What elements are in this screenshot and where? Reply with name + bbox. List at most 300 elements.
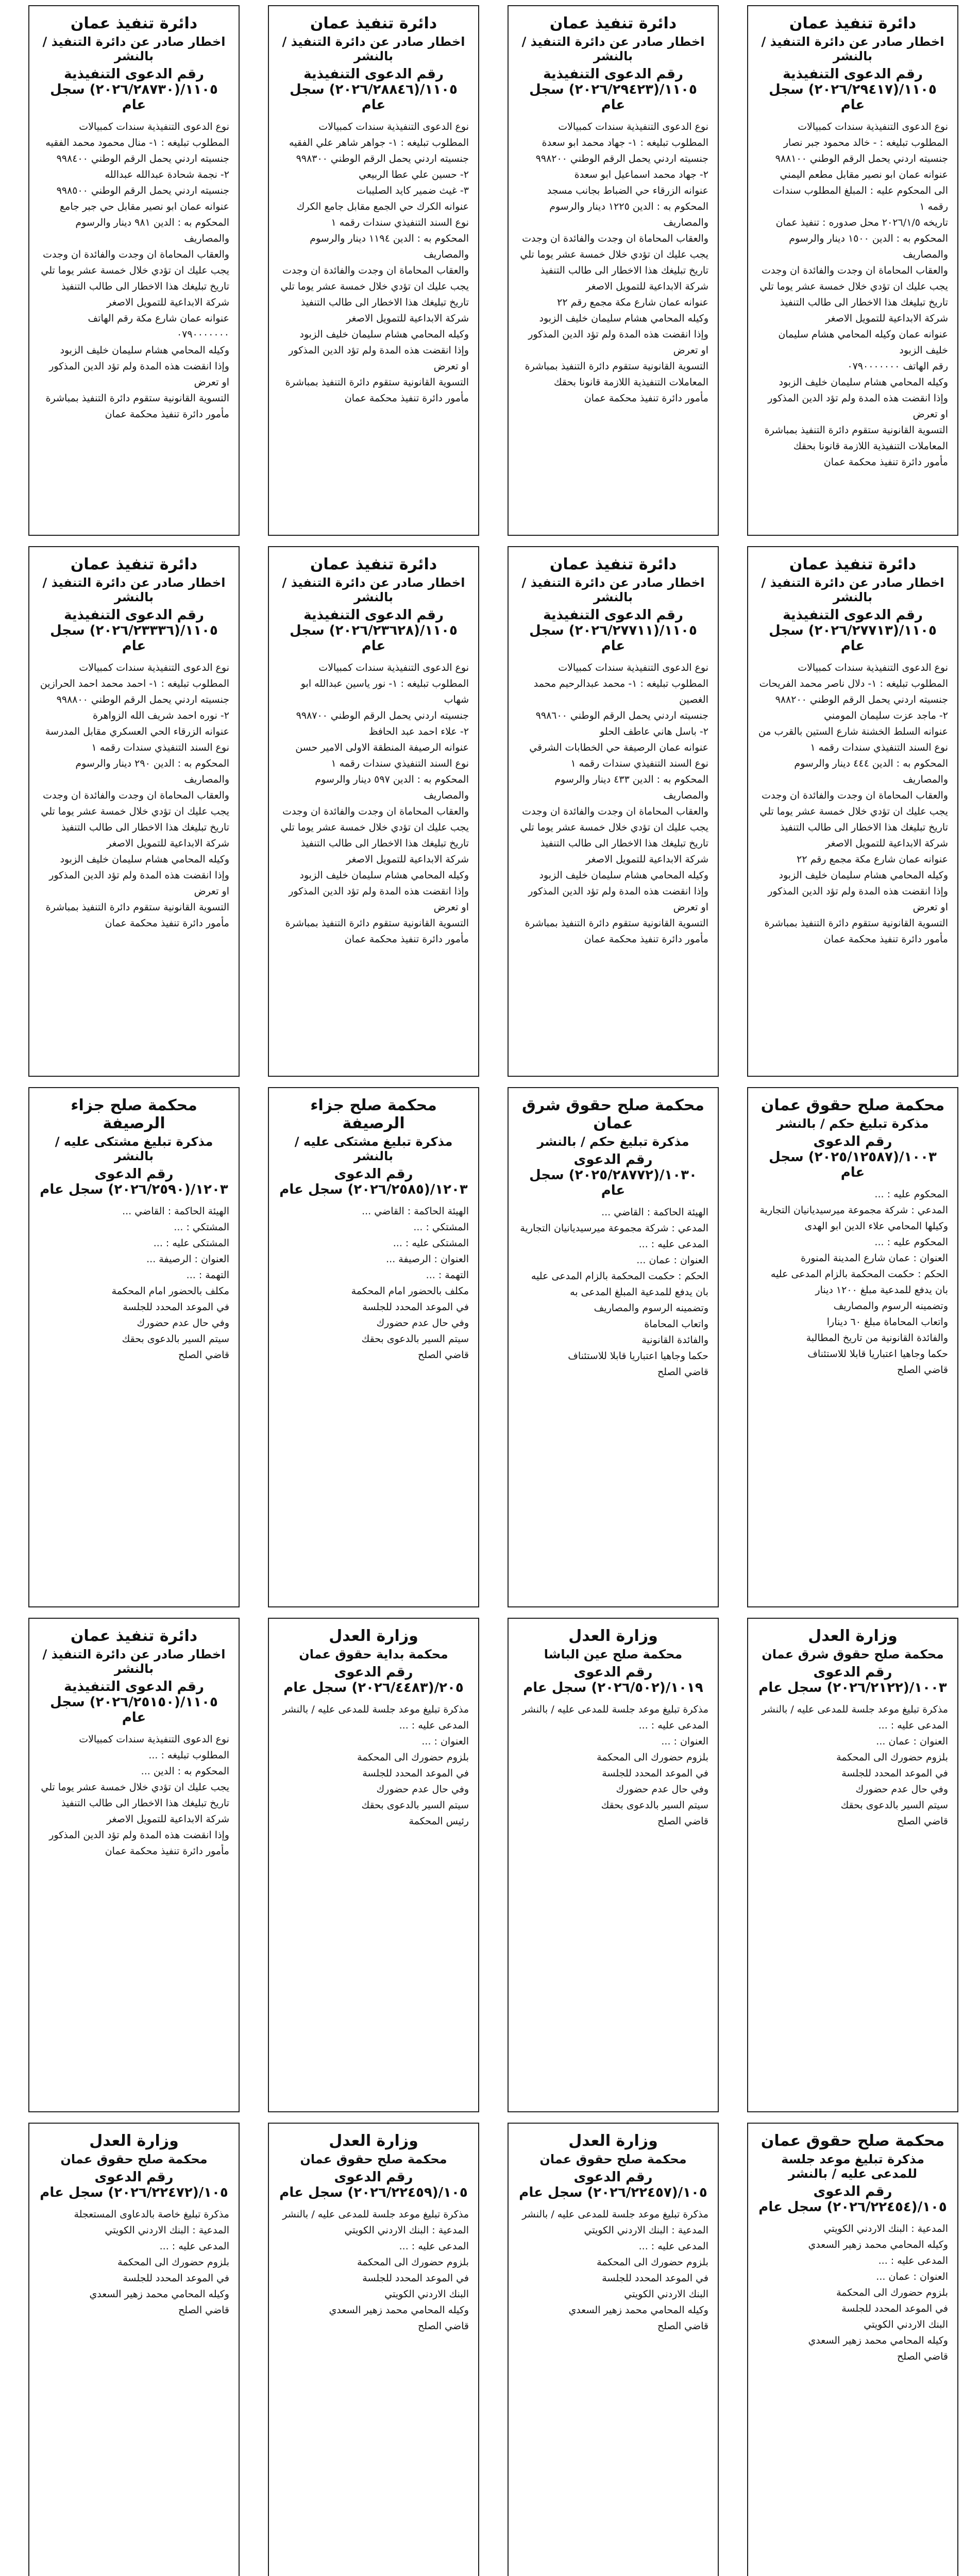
notice-text-line: مأمور دائرة تنفيذ محكمة عمان bbox=[344, 393, 469, 404]
notice-text-line: وتضمينه الرسوم والمصاريف bbox=[594, 1302, 708, 1314]
notice-text-line: مأمور دائرة تنفيذ محكمة عمان bbox=[105, 409, 229, 420]
notice-text-line: بلزوم حضورك الى المحكمة bbox=[836, 1752, 948, 1763]
notice-text-line: شركة الابداعية للتمويل الاصغر bbox=[107, 838, 229, 849]
notice-text-line: مأمور دائرة تنفيذ محكمة عمان bbox=[584, 934, 708, 945]
notice-box bbox=[747, 1618, 958, 2112]
notice-text-line: التسوية القانونية ستقوم دائرة التنفيذ بمباشرة bbox=[525, 361, 708, 372]
notice-text-line: شركة الابداعية للتمويل الاصغر bbox=[346, 854, 469, 865]
notice-subheading: اخطار صادر عن دائرة التنفيذ / بالنشر bbox=[761, 35, 944, 63]
notice-text-line: وفي حال عدم حضورك bbox=[376, 1784, 469, 1795]
notice-text-line: قاضي الصلح bbox=[897, 1816, 948, 1827]
notice-heading: دائرة تنفيذ عمان bbox=[789, 14, 917, 32]
notice-text-line: في الموعد المحدد للجلسة bbox=[123, 1301, 229, 1313]
case-number: رقم الدعوى التنفيذية ١١٠٥/(٢٠٢٦/٢٥١٥٠) سجل عام bbox=[50, 1679, 218, 1725]
notice-text-line: ٣- غيث ضمير كايد الصليبات bbox=[357, 185, 469, 196]
notice-box bbox=[28, 546, 240, 1077]
notice-text-line: نوع الدعوى التنفيذية سندات كمبيالات bbox=[558, 121, 708, 132]
notice-text-line: ٢- جهاد محمد اسماعيل ابو سعدة bbox=[574, 169, 708, 180]
notice-text-line: المدعية : البنك الاردني الكويتي bbox=[105, 2225, 229, 2236]
notice-text-line: مأمور دائرة تنفيذ محكمة عمان bbox=[823, 934, 948, 945]
notice-text-line: وتضمينه الرسوم والمصاريف bbox=[833, 1300, 948, 1312]
notice-box bbox=[268, 1618, 479, 2112]
notice-text-line: ٢- نجمة شحادة عبدالله عبدالله bbox=[105, 169, 229, 180]
notice-text-line: وإذا انقضت هذه المدة ولم تؤد الدين المذكور bbox=[49, 1829, 229, 1841]
notice-text-line: مذكرة تبليغ موعد جلسة للمدعى عليه / بالنشر bbox=[522, 1704, 708, 1715]
notice-text-line: المدعى عليه : ... bbox=[399, 2241, 469, 2252]
notice-text-line: بلزوم حضورك الى المحكمة bbox=[117, 2257, 229, 2268]
notice-heading: وزارة العدل bbox=[808, 1627, 898, 1645]
notice-text-line: التسوية القانونية ستقوم دائرة التنفيذ بمباشرة bbox=[764, 918, 948, 929]
notice-heading: وزارة العدل bbox=[568, 1627, 658, 1645]
notice-text-line: نوع الدعوى التنفيذية سندات كمبيالات bbox=[318, 121, 469, 132]
notice-text-line: رئيس المحكمة bbox=[409, 1816, 469, 1827]
notice-text-line: ٢- باسل هاني عاطف الحلو bbox=[600, 726, 708, 737]
notice-text-line: المطلوب تبليغه : ... bbox=[148, 1750, 229, 1761]
notice-heading: محكمة صلح حقوق شرق عمان bbox=[522, 1096, 704, 1132]
notice-text-line: المدعية : البنك الاردني الكويتي bbox=[584, 2225, 708, 2236]
notice-subheading: مذكرة تبليغ مشتكى عليه / بالنشر bbox=[55, 1134, 213, 1163]
case-number: رقم الدعوى ١٠٥/(٢٠٢٦/٢٢٤٥٤) سجل عام bbox=[758, 2184, 947, 2215]
notice-text-line: العنوان : عمان شارع المدينة المنورة bbox=[801, 1252, 948, 1264]
notice-text-line: ٢- نوره احمد شريف الله الزواهرة bbox=[93, 710, 229, 721]
notice-text-line: في الموعد المحدد للجلسة bbox=[362, 1768, 469, 1779]
notice-text-line: والفائدة القانونية من تاريخ المطالبة bbox=[806, 1332, 948, 1344]
notice-text-line: شركة الابداعية للتمويل الاصغر bbox=[107, 1814, 229, 1825]
notice-text-line: التسوية القانونية ستقوم دائرة التنفيذ بمباشرة bbox=[45, 393, 229, 404]
notice-text-line: في الموعد المحدد للجلسة bbox=[602, 1768, 708, 1779]
notice-text-line: المدعى عليه : ... bbox=[638, 1720, 708, 1731]
notice-subheading: مذكرة تبليغ موعد جلسة للمدعى عليه / بالنشر bbox=[781, 2152, 924, 2181]
case-number: رقم الدعوى ١٢٠٣/(٢٠٢٦/٢٥٨٥) سجل عام bbox=[279, 1166, 468, 1197]
notice-text-line: التسوية القانونية ستقوم دائرة التنفيذ بمباشرة bbox=[45, 902, 229, 913]
notice-text-line: عنوانه السلط الخشنة شارع الستين بالقرب من bbox=[758, 726, 948, 737]
notice-text-line: قاضي الصلح bbox=[418, 2320, 469, 2332]
notice-text-line: مكلف بالحضور امام المحكمة bbox=[111, 1285, 229, 1297]
notice-text-line: والعقاب المحاماة ان وجدت والفائدة ان وجدت bbox=[43, 249, 229, 260]
notice-text-line: عنوانه الزرقاء الحي العسكري مقابل المدرسة bbox=[45, 726, 229, 737]
notice-text-line: المدعى عليه : ... bbox=[638, 2241, 708, 2252]
notice-text-line: العنوان : الرصيفة ... bbox=[386, 1253, 469, 1265]
notice-subheading: مذكرة تبليغ مشتكى عليه / بالنشر bbox=[294, 1134, 453, 1163]
notice-text-line: المحكوم عليه : ... bbox=[874, 1236, 948, 1248]
notice-text-line: في الموعد المحدد للجلسة bbox=[602, 2273, 708, 2284]
notice-text-line: المطلوب تبليغه : ١- احمد محمد احمد الحرازين bbox=[40, 678, 229, 689]
notice-text-line: يجب عليك ان تؤدي خلال خمسة عشر يوما تلي bbox=[41, 1782, 229, 1793]
notice-text-line: نوع السند التنفيذي سندات رقمه ١ bbox=[331, 217, 469, 228]
notice-text-line: قاضي الصلح bbox=[897, 2351, 948, 2362]
notice-text-line: يجب عليك ان تؤدي خلال خمسة عشر يوما تلي bbox=[759, 806, 948, 817]
notice-text-line: المحكوم به : الدين ٤٤٤ دينار والرسوم والمصاريف bbox=[794, 758, 948, 785]
notice-text-line: بلزوم حضورك الى المحكمة bbox=[836, 2287, 948, 2298]
case-number: رقم الدعوى التنفيذية ١١٠٥/(٢٠٢٦/٢٩٤٢٣) سجل عام bbox=[529, 66, 697, 113]
notice-box bbox=[28, 5, 240, 536]
notice-text-line: المشتكى عليه : ... bbox=[153, 1238, 229, 1249]
notice-text-line: المطلوب تبليغه : ١- منال محمود محمد الفقيه bbox=[45, 137, 229, 148]
notice-text-line: تاريخ تبليغك هذا الاخطار الى طالب التنفيذ bbox=[300, 838, 469, 849]
notice-text-line: شركة الابداعية للتمويل الاصغر bbox=[107, 297, 229, 308]
case-number: رقم الدعوى التنفيذية ١١٠٥/(٢٠٢٦/٢٧٧١٣) سجل عام bbox=[769, 607, 937, 654]
notice-text-line: العنوان : عمان ... bbox=[876, 1736, 948, 1747]
notice-text-line: عنوانه عمان شارع مكة مجمع رقم ٢٢ bbox=[557, 297, 708, 308]
notice-text-line: بان يدفع للمدعية المبلغ المدعى به bbox=[570, 1286, 708, 1298]
notice-heading: محكمة صلح حقوق عمان bbox=[761, 1096, 945, 1114]
notice-text-line: المشتكى عليه : ... bbox=[393, 1238, 469, 1249]
notice-text-line: المطلوب تبليغه : ١- جهاد محمد ابو سعدة bbox=[542, 137, 708, 148]
notice-heading: وزارة العدل bbox=[329, 2132, 418, 2150]
case-number: رقم الدعوى ١٠٣٠/(٢٠٢٥/٢٨٧٧٢) سجل عام bbox=[529, 1152, 697, 1198]
notice-text-line: المحكوم به : الدين ٥٩٧ دينار والرسوم والمصاريف bbox=[315, 774, 469, 801]
notice-box bbox=[508, 546, 719, 1077]
notice-text-line: والعقاب المحاماة ان وجدت والفائدة ان وجدت bbox=[522, 233, 708, 244]
notice-subheading: اخطار صادر عن دائرة التنفيذ / بالنشر bbox=[761, 575, 944, 604]
notice-text-line: نوع السند التنفيذي سندات رقمه ١ bbox=[91, 742, 229, 753]
notice-text-line: عنوانه عمان شارع مكة مجمع رقم ٢٢ bbox=[797, 854, 948, 865]
case-number: رقم الدعوى ١٠٠٣/(٢٠٢٥/١٢٥٨٧) سجل عام bbox=[769, 1134, 937, 1180]
case-number: رقم الدعوى ١٠٠٣/(٢٠٢٦/٢١٢٢) سجل عام bbox=[758, 1665, 947, 1696]
notice-text-line: وكيله المحامي محمد زهير السعدي bbox=[808, 2335, 948, 2346]
notice-text-line: قاضي الصلح bbox=[418, 1349, 469, 1361]
notice-text-line: تاريخه ٢٠٢٦/١/٥ محل صدوره : تنفيذ عمان bbox=[775, 217, 948, 228]
notice-text-line: وفي حال عدم حضورك bbox=[855, 1784, 948, 1795]
notice-text-line: ٢- حسين علي عطا الربيعي bbox=[359, 169, 469, 180]
notice-text-line: قاضي الصلح bbox=[178, 2304, 229, 2316]
notice-text-line: رقم الهاتف ٠٧٩٠٠٠٠٠٠٠ bbox=[847, 361, 948, 372]
case-number: رقم الدعوى ١٢٠٣/(٢٠٢٦/٢٥٩٠) سجل عام bbox=[40, 1166, 228, 1197]
notice-text-line: المطلوب تبليغه : ١- نور ياسين عبدالله ابو شهاب bbox=[300, 678, 469, 705]
notice-text-line: مأمور دائرة تنفيذ محكمة عمان bbox=[344, 934, 469, 945]
notice-text-line: يجب عليك ان تؤدي خلال خمسة عشر يوما تلي bbox=[41, 806, 229, 817]
notice-heading: دائرة تنفيذ عمان bbox=[70, 555, 198, 573]
notice-text-line: جنسيته اردني يحمل الرقم الوطني ٩٩٨٥٠٠ bbox=[56, 185, 229, 196]
notice-text-line: مأمور دائرة تنفيذ محكمة عمان bbox=[105, 918, 229, 929]
notice-text-line: مأمور دائرة تنفيذ محكمة عمان bbox=[584, 393, 708, 404]
notice-text-line: جنسيته اردني يحمل الرقم الوطني ٩٨٨١٠٠ bbox=[775, 153, 948, 164]
notice-text-line: المطلوب تبليغه : - خالد محمود جبر نصار bbox=[783, 137, 948, 148]
notice-subheading: محكمة صلح حقوق عمان bbox=[300, 2152, 447, 2166]
notice-text-line: وإذا انقضت هذه المدة ولم تؤد الدين المذكور او تعرض bbox=[49, 361, 229, 388]
notice-text-line: في الموعد المحدد للجلسة bbox=[362, 2273, 469, 2284]
notice-text-line: المحكوم به : الدين ١٢٢٥ دينار والرسوم والمصاريف bbox=[549, 201, 708, 228]
notice-text-line: مأمور دائرة تنفيذ محكمة عمان bbox=[823, 456, 948, 468]
case-number: رقم الدعوى التنفيذية ١١٠٥/(٢٠٢٦/٢٣٣٣٦) سجل عام bbox=[50, 607, 218, 654]
notice-subheading: محكمة بداية حقوق عمان bbox=[299, 1647, 448, 1662]
notice-text-line: شركة الابداعية للتمويل الاصغر bbox=[825, 838, 948, 849]
notice-heading: دائرة تنفيذ عمان bbox=[310, 14, 437, 32]
notice-box bbox=[508, 1087, 719, 1607]
notice-text-line: الهيئة الحاكمة : القاضي ... bbox=[122, 1206, 229, 1217]
notice-text-line: عنوانه الزرقاء حي الضباط بجانب مسجد bbox=[547, 185, 708, 196]
notice-text-line: جنسيته اردني يحمل الرقم الوطني ٩٩٨٨٠٠ bbox=[56, 694, 229, 705]
notice-text-line: بان يدفع للمدعية مبلغ ١٢٠٠ دينار bbox=[815, 1284, 948, 1296]
notice-box bbox=[508, 1618, 719, 2112]
notice-text-line: بلزوم حضورك الى المحكمة bbox=[357, 1752, 469, 1763]
notice-text-line: مذكرة تبليغ خاصة بالدعاوى المستعجلة bbox=[74, 2209, 229, 2220]
notice-text-line: تاريخ تبليغك هذا الاخطار الى طالب التنفيذ bbox=[61, 281, 229, 292]
notice-text-line: جنسيته اردني يحمل الرقم الوطني ٩٩٨٢٠٠ bbox=[535, 153, 708, 164]
notice-box bbox=[28, 2123, 240, 2576]
case-number: رقم الدعوى ١٠٥/(٢٠٢٦/٢٢٤٧٢) سجل عام bbox=[40, 2170, 228, 2200]
notice-text-line: وكيله المحامي محمد زهير السعدي bbox=[329, 2304, 469, 2316]
notice-text-line: وكيله المحامي هشام سليمان خليف الزبود bbox=[779, 377, 948, 388]
notice-text-line: وكيله المحامي هشام سليمان خليف الزبود bbox=[60, 854, 229, 865]
notice-heading: دائرة تنفيذ عمان bbox=[70, 1627, 198, 1645]
notice-text-line: وكيله المحامي هشام سليمان خليف الزبود bbox=[299, 870, 469, 881]
notice-text-line: نوع الدعوى التنفيذية سندات كمبيالات bbox=[558, 662, 708, 673]
notice-subheading: اخطار صادر عن دائرة التنفيذ / بالنشر bbox=[282, 575, 465, 604]
notice-text-line: المحكوم به : الدين ٤٣٣ دينار والرسوم والمصاريف bbox=[554, 774, 708, 801]
notice-text-line: في الموعد المحدد للجلسة bbox=[362, 1301, 469, 1313]
notice-subheading: اخطار صادر عن دائرة التنفيذ / بالنشر bbox=[282, 35, 465, 63]
notice-text-line: المطلوب تبليغه : ١- محمد عبدالرحيم محمد الغصين bbox=[533, 678, 708, 705]
notice-text-line: عنوانه عمان شارع مكة رقم الهاتف ٠٧٩٠٠٠٠٠٠٠ bbox=[88, 313, 229, 340]
notice-box bbox=[747, 546, 958, 1077]
notice-text-line: عنوانه عمان ابو نصير مقابل حي جبر جامع bbox=[60, 201, 229, 212]
notice-box bbox=[268, 2123, 479, 2576]
notice-subheading: محكمة صلح حقوق عمان bbox=[60, 2152, 208, 2166]
notice-text-line: يجب عليك ان تؤدي خلال خمسة عشر يوما تلي bbox=[280, 822, 469, 833]
notice-text-line: وإذا انقضت هذه المدة ولم تؤد الدين المذكور او تعرض bbox=[768, 886, 948, 913]
notice-text-line: قاضي الصلح bbox=[897, 1364, 948, 1376]
notice-text-line: عنوانه عمان الرصيفة حي الخطابات الشرقي bbox=[529, 742, 708, 753]
notice-text-line: جنسيته اردني يحمل الرقم الوطني ٩٩٨٧٠٠ bbox=[296, 710, 469, 721]
notice-text-line: التسوية القانونية ستقوم دائرة التنفيذ بمباشرة bbox=[525, 918, 708, 929]
notice-text-line: عنوانه الرصيفة المنطقة الاولى الامير حسن bbox=[295, 742, 469, 753]
notice-text-line: وكيلها المحامي علاء الدين ابو الهدى bbox=[804, 1221, 948, 1232]
notice-text-line: والعقاب المحاماة ان وجدت والفائدة ان وجدت bbox=[762, 265, 948, 276]
notice-box bbox=[28, 1087, 240, 1607]
case-number: رقم الدعوى ١٠٥/(٢٠٢٦/٢٢٤٥٩) سجل عام bbox=[279, 2170, 468, 2200]
notice-text-line: بلزوم حضورك الى المحكمة bbox=[357, 2257, 469, 2268]
notice-text-line: سيتم السير بالدعوى بحقك bbox=[601, 1800, 708, 1811]
notice-text-line: مأمور دائرة تنفيذ محكمة عمان bbox=[105, 1845, 229, 1857]
notice-text-line: عنوانه عمان وكيله المحامي هشام سليمان خليف الزبود bbox=[778, 329, 948, 356]
notice-text-line: العنوان : الرصيفة ... bbox=[146, 1253, 229, 1265]
notice-text-line: المحكوم به : الدين ٩٨١ دينار والرسوم والمصاريف bbox=[75, 217, 229, 244]
notice-text-line: نوع الدعوى التنفيذية سندات كمبيالات bbox=[79, 1734, 229, 1745]
notice-text-line: المحكوم به : الدين ٢٩٠ دينار والرسوم والمصاريف bbox=[75, 758, 229, 785]
notice-text-line: شركة الابداعية للتمويل الاصغر bbox=[586, 281, 708, 292]
notice-text-line: المعاملات التنفيذية اللازمة قانونا بحقك bbox=[553, 377, 708, 388]
notice-text-line: نوع السند التنفيذي سندات رقمه ١ bbox=[570, 758, 708, 769]
notice-subheading: اخطار صادر عن دائرة التنفيذ / بالنشر bbox=[42, 1647, 226, 1676]
notice-box bbox=[268, 5, 479, 536]
notice-heading: دائرة تنفيذ عمان bbox=[70, 14, 198, 32]
notice-text-line: سيتم السير بالدعوى بحقك bbox=[122, 1333, 229, 1345]
notice-text-line: المحكوم عليه : ... bbox=[874, 1189, 948, 1200]
notice-text-line: تاريخ تبليغك هذا الاخطار الى طالب التنفيذ bbox=[300, 297, 469, 308]
notice-heading: محكمة صلح جزاء الرصيفة bbox=[310, 1096, 437, 1132]
case-number: رقم الدعوى التنفيذية ١١٠٥/(٢٠٢٦/٢٨٨٤٦) سجل عام bbox=[290, 66, 458, 113]
notice-text-line: وكيله المحامي هشام سليمان خليف الزبود bbox=[539, 313, 708, 324]
notice-text-line: البنك الاردني الكويتي bbox=[864, 2319, 948, 2330]
notice-box bbox=[508, 2123, 719, 2576]
notice-text-line: المشتكي : ... bbox=[174, 1222, 229, 1233]
notice-subheading: اخطار صادر عن دائرة التنفيذ / بالنشر bbox=[42, 575, 226, 604]
notice-text-line: يجب عليك ان تؤدي خلال خمسة عشر يوما تلي bbox=[520, 249, 708, 260]
notice-text-line: والعقاب المحاماة ان وجدت والفائدة ان وجدت bbox=[762, 790, 948, 801]
notice-text-line: العنوان : عمان ... bbox=[636, 1255, 708, 1266]
notice-text-line: المطلوب تبليغه : ١- جواهر شاهر علي الفقيه bbox=[289, 137, 469, 148]
notice-text-line: عنوانه عمان ابو نصير مقابل مطعم اليمني bbox=[780, 169, 948, 180]
notice-text-line: حكما وجاهيا اعتباريا قابلا للاستئناف bbox=[568, 1350, 708, 1362]
notice-text-line: البنك الاردني الكويتي bbox=[624, 2289, 708, 2300]
notice-box bbox=[28, 1618, 240, 2112]
notice-text-line: قاضي الصلح bbox=[657, 2320, 708, 2332]
notice-text-line: مذكرة تبليغ موعد جلسة للمدعى عليه / بالنشر bbox=[522, 2209, 708, 2220]
case-number: رقم الدعوى التنفيذية ١١٠٥/(٢٠٢٦/٢٨٧٣٠) سجل عام bbox=[50, 66, 218, 113]
notice-text-line: يجب عليك ان تؤدي خلال خمسة عشر يوما تلي bbox=[520, 822, 708, 833]
notice-text-line: في الموعد المحدد للجلسة bbox=[123, 2273, 229, 2284]
notice-text-line: مذكرة تبليغ موعد جلسة للمدعى عليه / بالنشر bbox=[762, 1704, 948, 1715]
notice-heading: وزارة العدل bbox=[329, 1627, 418, 1645]
notice-text-line: في الموعد المحدد للجلسة bbox=[841, 1768, 948, 1779]
notice-text-line: البنك الاردني الكويتي bbox=[384, 2289, 469, 2300]
notice-text-line: المطلوب تبليغه : ١- دلال ناصر محمد الفريحات bbox=[759, 678, 948, 689]
notice-text-line: والعقاب المحاماة ان وجدت والفائدة ان وجدت bbox=[43, 790, 229, 801]
notice-text-line: وكيله المحامي هشام سليمان خليف الزبود bbox=[779, 870, 948, 881]
notice-text-line: تاريخ تبليغك هذا الاخطار الى طالب التنفيذ bbox=[61, 822, 229, 833]
notice-text-line: التسوية القانونية ستقوم دائرة التنفيذ بمباشرة bbox=[285, 377, 469, 388]
notice-text-line: العنوان : ... bbox=[421, 1736, 469, 1747]
notice-text-line: نوع الدعوى التنفيذية سندات كمبيالات bbox=[798, 662, 948, 673]
notice-heading: وزارة العدل bbox=[568, 2132, 658, 2150]
notice-text-line: وإذا انقضت هذه المدة ولم تؤد الدين المذكور او تعرض bbox=[528, 329, 708, 356]
notice-text-line: المدعى عليه : ... bbox=[878, 1720, 948, 1731]
notice-text-line: جنسيته اردني يحمل الرقم الوطني ٩٩٨٣٠٠ bbox=[296, 153, 469, 164]
notice-text-line: المحكوم به : الدين ١١٩٤ دينار والرسوم والمصاريف bbox=[310, 233, 469, 260]
notice-text-line: نوع الدعوى التنفيذية سندات كمبيالات bbox=[798, 121, 948, 132]
notice-text-line: المحكوم به : الدين ... bbox=[141, 1766, 229, 1777]
notice-text-line: ٢- ماجد عزت سليمان المومني bbox=[824, 710, 948, 721]
notice-text-line: شركة الابداعية للتمويل الاصغر bbox=[825, 313, 948, 324]
notice-text-line: التهمة : ... bbox=[186, 1269, 229, 1281]
notice-subheading: مذكرة تبليغ حكم / بالنشر bbox=[537, 1134, 689, 1149]
notice-text-line: المدعى عليه : ... bbox=[638, 1239, 708, 1250]
notice-text-line: تاريخ تبليغك هذا الاخطار الى طالب التنفيذ bbox=[780, 822, 948, 833]
notice-heading: محكمة صلح جزاء الرصيفة bbox=[71, 1096, 197, 1132]
notice-text-line: الهيئة الحاكمة : القاضي ... bbox=[601, 1207, 708, 1218]
notice-text-line: وإذا انقضت هذه المدة ولم تؤد الدين المذكور او تعرض bbox=[289, 345, 469, 372]
notice-box bbox=[747, 5, 958, 536]
notice-text-line: المحكوم به : الدين ١٥٠٠ دينار والرسوم والمصاريف bbox=[789, 233, 948, 260]
notice-box bbox=[268, 546, 479, 1077]
notice-text-line: المشتكي : ... bbox=[413, 1222, 469, 1233]
notice-text-line: نوع السند التنفيذي سندات رقمه ١ bbox=[331, 758, 469, 769]
notice-text-line: جنسيته اردني يحمل الرقم الوطني ٩٨٨٢٠٠ bbox=[775, 694, 948, 705]
notice-text-line: جنسيته اردني يحمل الرقم الوطني ٩٩٨٦٠٠ bbox=[535, 710, 708, 721]
notice-text-line: وإذا انقضت هذه المدة ولم تؤد الدين المذكور او تعرض bbox=[768, 393, 948, 420]
notice-text-line: وإذا انقضت هذه المدة ولم تؤد الدين المذكور او تعرض bbox=[49, 870, 229, 897]
notice-text-line: ٢- علاء احمد عبد الحافظ bbox=[368, 726, 469, 737]
notice-text-line: والعقاب المحاماة ان وجدت والفائدة ان وجدت bbox=[282, 806, 469, 817]
notice-text-line: والعقاب المحاماة ان وجدت والفائدة ان وجدت bbox=[282, 265, 469, 276]
notice-box bbox=[508, 5, 719, 536]
case-number: رقم الدعوى ١٠١٩/(٢٠٢٦/٥٠٢) سجل عام bbox=[523, 1665, 703, 1696]
notice-text-line: وكيله المحامي محمد زهير السعدي bbox=[808, 2239, 948, 2250]
notice-text-line: والعقاب المحاماة ان وجدت والفائدة ان وجدت bbox=[522, 806, 708, 817]
notice-subheading: محكمة صلح حقوق شرق عمان bbox=[762, 1647, 944, 1662]
notice-text-line: المدعى عليه : ... bbox=[399, 1720, 469, 1731]
notice-text-line: المدعى عليه : ... bbox=[159, 2241, 229, 2252]
case-number: رقم الدعوى التنفيذية ١١٠٥/(٢٠٢٦/٢٩٤١٧) سجل عام bbox=[769, 66, 937, 113]
notice-text-line: مذكرة تبليغ موعد جلسة للمدعى عليه / بالنشر bbox=[282, 1704, 469, 1715]
notice-text-line: قاضي الصلح bbox=[657, 1366, 708, 1378]
notice-heading: دائرة تنفيذ عمان bbox=[789, 555, 917, 573]
notice-text-line: المدعى عليه : ... bbox=[878, 2255, 948, 2266]
notice-text-line: تاريخ تبليغك هذا الاخطار الى طالب التنفيذ bbox=[780, 297, 948, 308]
notice-text-line: مكلف بالحضور امام المحكمة bbox=[351, 1285, 469, 1297]
notice-heading: وزارة العدل bbox=[89, 2132, 179, 2150]
notice-heading: محكمة صلح حقوق عمان bbox=[761, 2132, 945, 2150]
notice-text-line: وكيله المحامي هشام سليمان خليف الزبود bbox=[60, 345, 229, 356]
notice-text-line: عنوانه الكرك حي الجمع مقابل جامع الكرك bbox=[296, 201, 469, 212]
notice-text-line: حكما وجاهيا اعتباريا قابلا للاستئناف bbox=[807, 1348, 948, 1360]
notice-text-line: المدعي : شركة مجموعة ميرسيديانيان التجارية bbox=[759, 1205, 948, 1216]
notice-text-line: تاريخ تبليغك هذا الاخطار الى طالب التنفيذ bbox=[61, 1798, 229, 1809]
notice-text-line: العنوان : عمان ... bbox=[876, 2271, 948, 2282]
notice-subheading: اخطار صادر عن دائرة التنفيذ / بالنشر bbox=[42, 35, 226, 63]
notice-text-line: وفي حال عدم حضورك bbox=[616, 1784, 708, 1795]
notice-text-line: نوع الدعوى التنفيذية سندات كمبيالات bbox=[79, 121, 229, 132]
notice-text-line: التسوية القانونية ستقوم دائرة التنفيذ بمباشرة bbox=[764, 425, 948, 436]
notice-box bbox=[747, 1087, 958, 1607]
case-number: رقم الدعوى التنفيذية ١١٠٥/(٢٠٢٦/٢٧٧١١) سجل عام bbox=[529, 607, 697, 654]
notice-text-line: نوع السند التنفيذي سندات رقمه ١ bbox=[810, 742, 948, 753]
notice-text-line: المدعية : البنك الاردني الكويتي bbox=[344, 2225, 469, 2236]
notice-text-line: المعاملات التنفيذية اللازمة قانونا بحقك bbox=[793, 440, 948, 452]
notice-text-line: نوع الدعوى التنفيذية سندات كمبيالات bbox=[79, 662, 229, 673]
notice-text-line: قاضي الصلح bbox=[178, 1349, 229, 1361]
notice-subheading: محكمة صلح حقوق عمان bbox=[539, 2152, 687, 2166]
notice-text-line: وإذا انقضت هذه المدة ولم تؤد الدين المذكور او تعرض bbox=[289, 886, 469, 913]
notice-text-line: المدعية : البنك الاردني الكويتي bbox=[823, 2223, 948, 2234]
notice-text-line: الى المحكوم عليه : المبلغ المطلوب سندات رقمه ١ bbox=[772, 185, 948, 212]
case-number: رقم الدعوى التنفيذية ١١٠٥/(٢٠٢٦/٢٣٦٢٨) سجل عام bbox=[290, 607, 458, 654]
notice-text-line: بلزوم حضورك الى المحكمة bbox=[597, 2257, 708, 2268]
notice-heading: دائرة تنفيذ عمان bbox=[549, 555, 677, 573]
notice-text-line: شركة الابداعية للتمويل الاصغر bbox=[586, 854, 708, 865]
notice-subheading: اخطار صادر عن دائرة التنفيذ / بالنشر bbox=[521, 35, 705, 63]
notice-box bbox=[268, 1087, 479, 1607]
notice-text-line: وكيله المحامي هشام سليمان خليف الزبود bbox=[539, 870, 708, 881]
notice-subheading: محكمة صلح عين الباشا bbox=[544, 1647, 683, 1662]
notice-text-line: مذكرة تبليغ موعد جلسة للمدعى عليه / بالنشر bbox=[282, 2209, 469, 2220]
notice-text-line: وكيله المحامي محمد زهير السعدي bbox=[568, 2304, 708, 2316]
notice-text-line: العنوان : ... bbox=[661, 1736, 708, 1747]
notice-text-line: المدعي : شركة مجموعة ميرسيديانيان التجارية bbox=[520, 1223, 708, 1234]
notice-text-line: التسوية القانونية ستقوم دائرة التنفيذ بمباشرة bbox=[285, 918, 469, 929]
case-number: رقم الدعوى ٢٠٥/(٢٠٢٦/٤٤٨٣) سجل عام bbox=[283, 1665, 464, 1696]
notice-text-line: سيتم السير بالدعوى بحقك bbox=[840, 1800, 948, 1811]
notice-subheading: مذكرة تبليغ حكم / بالنشر bbox=[776, 1116, 929, 1131]
notice-text-line: جنسيته اردني يحمل الرقم الوطني ٩٩٨٤٠٠ bbox=[56, 153, 229, 164]
notice-text-line: في الموعد المحدد للجلسة bbox=[841, 2303, 948, 2314]
notice-box bbox=[747, 2123, 958, 2576]
notice-text-line: وكيله المحامي محمد زهير السعدي bbox=[89, 2289, 229, 2300]
notice-text-line: وكيله المحامي هشام سليمان خليف الزبود bbox=[299, 329, 469, 340]
notice-text-line: الحكم : حكمت المحكمة بالزام المدعى عليه bbox=[531, 1270, 708, 1282]
notice-text-line: تاريخ تبليغك هذا الاخطار الى طالب التنفيذ bbox=[540, 265, 708, 276]
notice-text-line: شركة الابداعية للتمويل الاصغر bbox=[346, 313, 469, 324]
notice-text-line: يجب عليك ان تؤدي خلال خمسة عشر يوما تلي bbox=[41, 265, 229, 276]
notice-text-line: يجب عليك ان تؤدي خلال خمسة عشر يوما تلي bbox=[280, 281, 469, 292]
notice-heading: دائرة تنفيذ عمان bbox=[549, 14, 677, 32]
notice-text-line: واتعاب المحاماة bbox=[644, 1318, 708, 1330]
notice-heading: دائرة تنفيذ عمان bbox=[310, 555, 437, 573]
notice-text-line: التهمة : ... bbox=[426, 1269, 469, 1281]
notice-text-line: وإذا انقضت هذه المدة ولم تؤد الدين المذكور او تعرض bbox=[528, 886, 708, 913]
notice-text-line: نوع الدعوى التنفيذية سندات كمبيالات bbox=[318, 662, 469, 673]
